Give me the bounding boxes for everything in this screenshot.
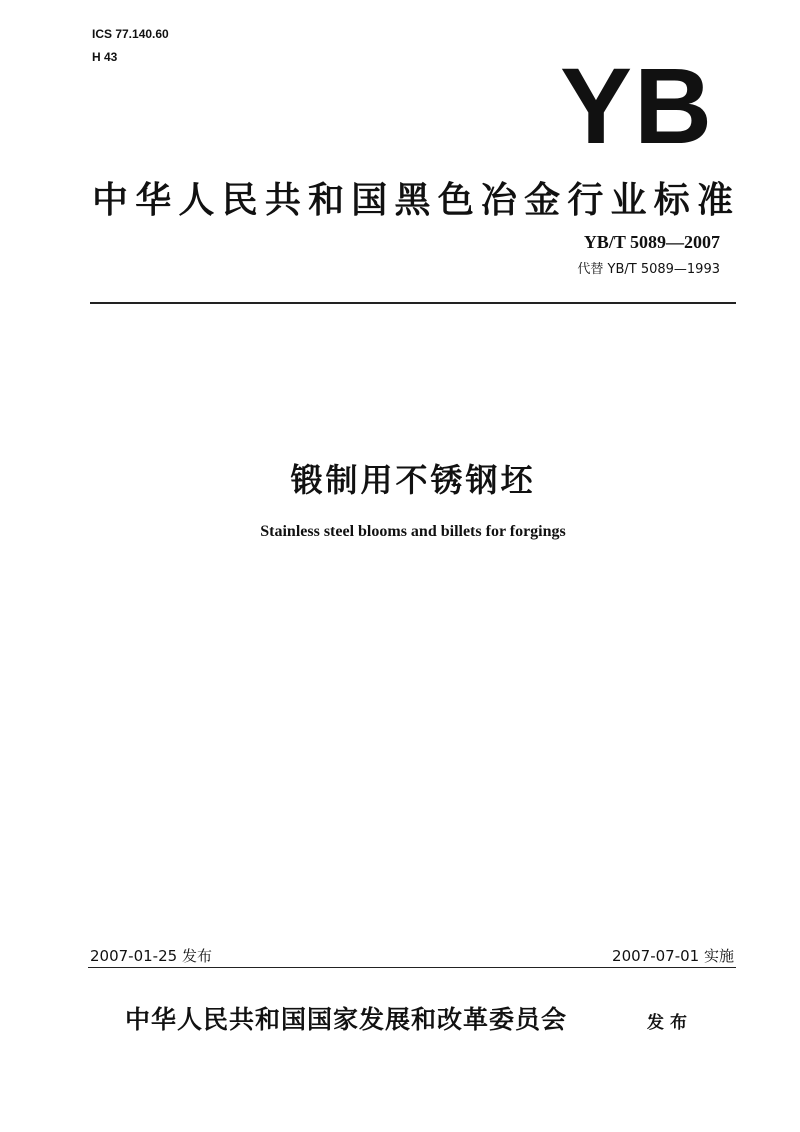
ics-code: ICS 77.140.60 xyxy=(92,27,169,41)
issue-date: 2007-01-25 发布 xyxy=(90,947,212,965)
industry-standard-title: 中华人民共和国黑色冶金行业标准 xyxy=(92,180,734,221)
top-divider xyxy=(90,302,736,304)
issuing-authority: 中华人民共和国国家发展和改革委员会 xyxy=(125,1005,568,1034)
replaces-standard: 代替 YB/T 5089—1993 xyxy=(577,262,720,277)
document-title-english: Stainless steel blooms and billets for forgings xyxy=(260,523,566,540)
classification-code: H 43 xyxy=(92,50,118,64)
issuing-action: 发布 xyxy=(647,1013,693,1033)
document-title-chinese: 锻制用不锈钢坯 xyxy=(290,461,536,499)
yb-logo: YB xyxy=(559,45,714,166)
implementation-date: 2007-07-01 实施 xyxy=(612,947,734,965)
standard-number: YB/T 5089—2007 xyxy=(583,232,720,252)
bottom-divider xyxy=(88,967,736,968)
